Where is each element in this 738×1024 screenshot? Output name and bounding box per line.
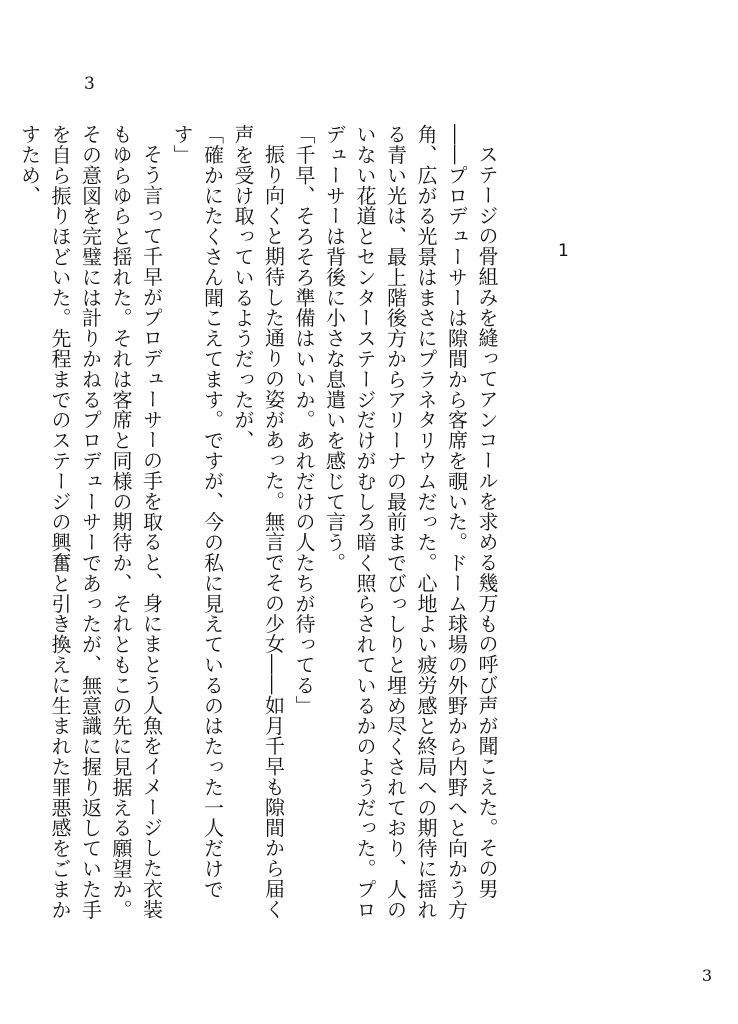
paragraph: 「千早、そろそろ準備はいいか。あれだけの人たちが待ってる」: [292, 124, 316, 716]
paragraph: そう言って千早がプロデューサーの手を取ると、身にまとう人魚をイメージした衣装もゆらゆらと揺れた。それは客席と同様の期待か、それともこの先に見据える願望か。その意図を完璧には計りかねるプロデューサーであったが、無意識に握り返していた手を自ら振りほどいた。先程までのステージの興奮と引き換えに生まれた罪悪感をごまかすため、: [17, 124, 164, 920]
paragraph: ステージの骨組みを縫ってアンコールを求める幾万もの呼び声が聞こえた。その男――プロデューサーは隙間から客席を覗いた。ドーム球場の外野から内野へと向かう方角、広がる光景はまさにプラネタリウムだった。心地よい疲労感と終局への期待に揺れる青い光は、最上階後方からアリーナの最前までびっしりと埋め尽くされており、人のいない花道とセンターステージだけがむしろ暗く照らされているかのようだった。プロデューサーは背後に小さな息遣いを感じて言う。: [322, 124, 499, 920]
paragraph: 振り向くと期待した通りの姿があった。無言でその少女――如月千早も隙間から届く声を受け取っているようだったが、: [231, 124, 286, 920]
header-page-number: 3: [84, 74, 95, 94]
body-text: [14, 124, 502, 924]
footer-page-number: 3: [701, 966, 712, 985]
paragraph: 「確かにたくさん聞こえてます。ですが、今の私に見えているのはたった一人だけです」: [170, 124, 225, 900]
chapter-number: 1: [558, 241, 569, 261]
